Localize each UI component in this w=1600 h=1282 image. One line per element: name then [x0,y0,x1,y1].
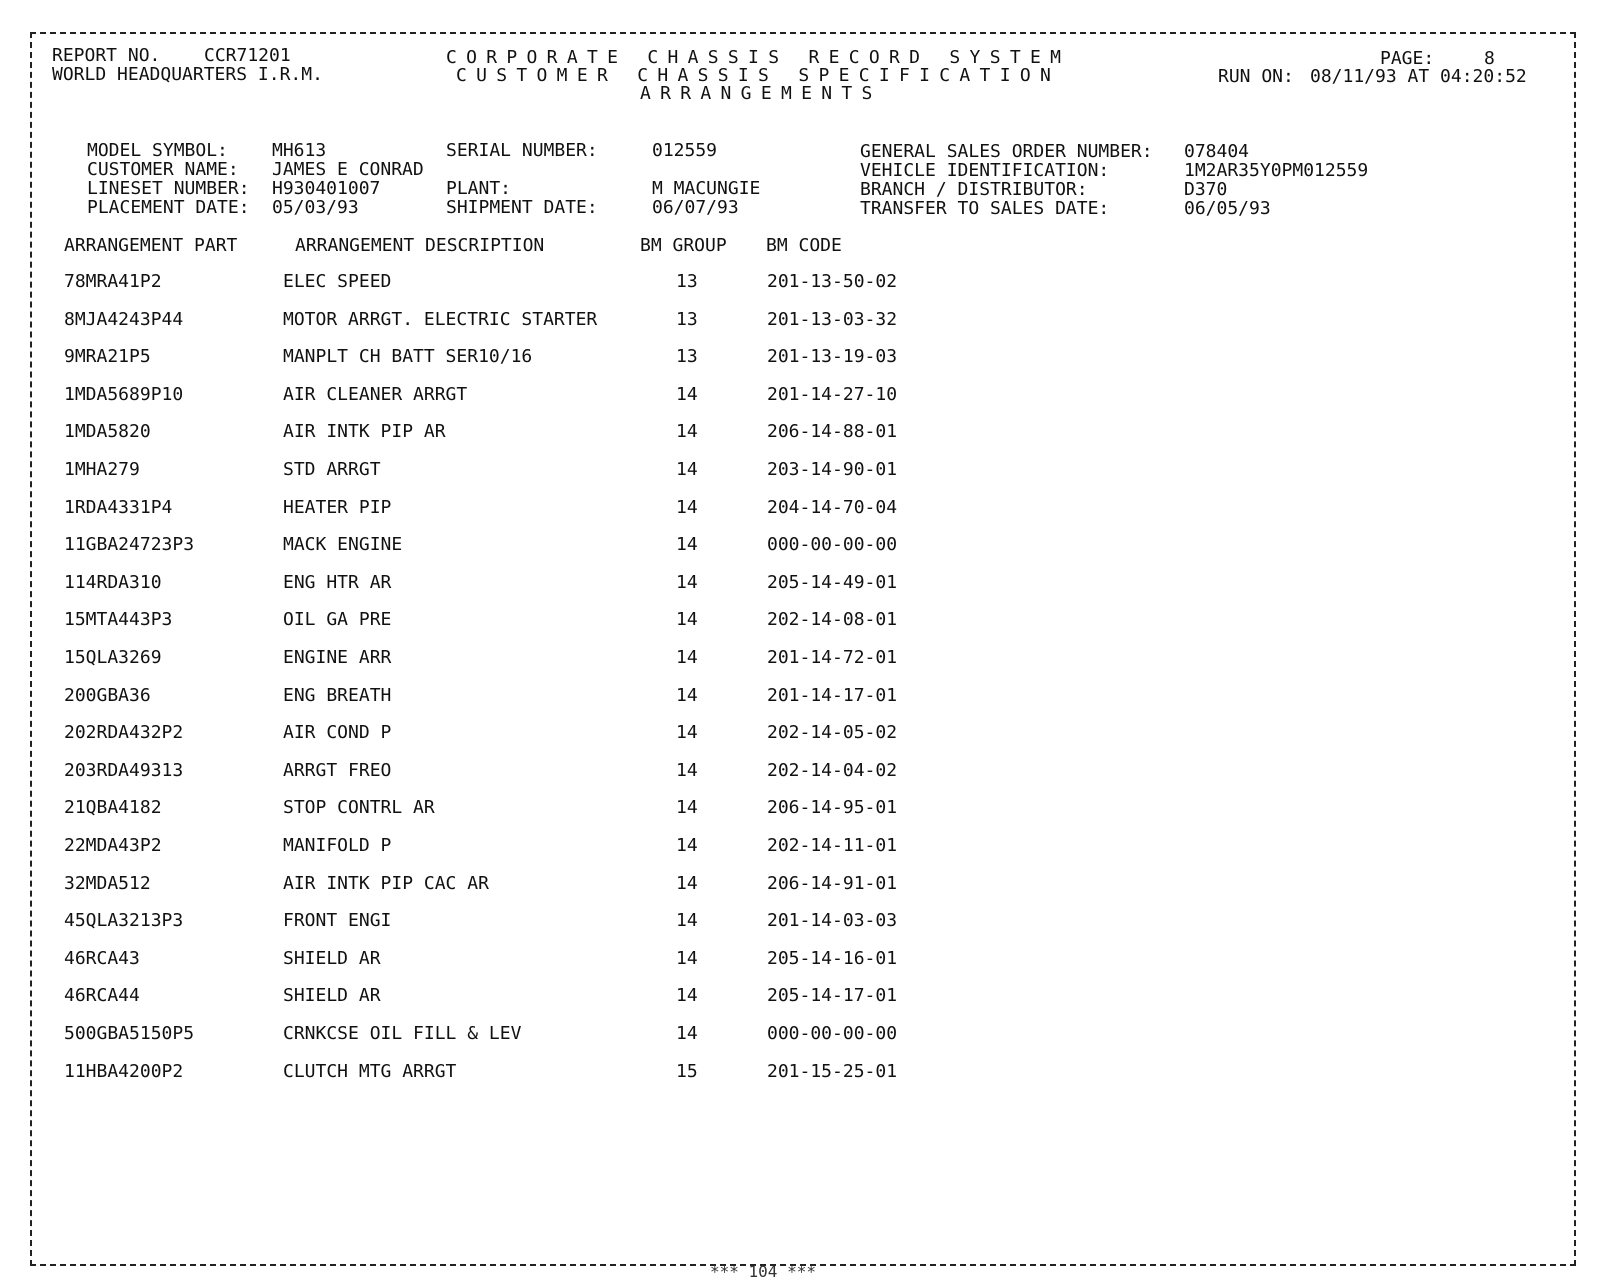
col-header-description: ARRANGEMENT DESCRIPTION [295,235,545,256]
row-part: 32MDA512 [64,872,151,894]
model-symbol-label: MODEL SYMBOL: [87,140,228,161]
row-code: 205-14-49-01 [767,571,898,593]
transfer-date: 06/05/93 [1184,198,1271,219]
row-group: 14 [676,1023,698,1044]
row-part: 45QLA3213P3 [64,910,184,932]
row-description: HEATER PIP [283,496,392,518]
report-number: CCR71201 [204,45,291,66]
row-description: FRONT ENGI [283,910,392,932]
row-code: 201-13-50-02 [767,271,898,292]
row-group: 14 [676,571,698,593]
row-code: 201-13-03-32 [767,308,898,330]
row-code: 202-14-04-02 [767,759,898,781]
placement-date-label: PLACEMENT DATE: [87,197,250,218]
row-code: 201-14-17-01 [767,684,898,706]
row-part: 1RDA4331P4 [64,496,173,518]
row-group: 13 [676,308,698,330]
row-part: 114RDA310 [64,571,162,593]
row-group: 14 [676,459,698,480]
plant-label: PLANT: [446,178,512,199]
vin: 1M2AR35Y0PM012559 [1184,160,1369,181]
col-header-part: ARRANGEMENT PART [64,235,238,256]
row-group: 14 [676,947,698,969]
row-description: ENG BREATH [283,684,392,706]
row-code: 206-14-88-01 [767,421,898,443]
row-part: 21QBA4182 [64,797,162,819]
lineset-number-label: LINESET NUMBER: [87,178,250,199]
col-header-group: BM GROUP [640,235,727,256]
row-code: 206-14-91-01 [767,872,898,894]
row-code: 201-14-72-01 [767,647,898,668]
row-description: AIR CLEANER ARRGT [283,383,468,405]
row-group: 14 [676,534,698,556]
page-label: PAGE: [1380,48,1435,69]
row-group: 14 [676,421,698,443]
row-description: AIR COND P [283,722,392,744]
row-code: 201-15-25-01 [767,1060,898,1082]
row-part: 15MTA443P3 [64,609,173,631]
run-on-label: RUN ON: [1218,66,1294,87]
row-code: 203-14-90-01 [767,459,898,480]
row-description: MANPLT CH BATT SER10/16 [283,346,533,368]
page-footer: *** 104 *** [710,1262,816,1281]
row-group: 14 [676,985,698,1007]
row-part: 203RDA49313 [64,759,184,781]
row-part: 1MHA279 [64,459,140,480]
row-description: SHIELD AR [283,985,381,1007]
row-description: STD ARRGT [283,459,381,480]
row-part: 8MJA4243P44 [64,308,184,330]
row-code: 205-14-16-01 [767,947,898,969]
row-description: CLUTCH MTG ARRGT [283,1060,457,1082]
plant: M MACUNGIE [652,178,761,199]
serial-number-label: SERIAL NUMBER: [446,140,598,161]
transfer-label: TRANSFER TO SALES DATE: [860,198,1110,219]
serial-number: 012559 [652,140,718,161]
row-description: STOP CONTRL AR [283,797,435,819]
lineset-number: H930401007 [272,178,381,199]
row-code: 202-14-08-01 [767,609,898,631]
col-header-code: BM CODE [766,235,842,256]
row-code: 000-00-00-00 [767,534,898,556]
report-number-label: REPORT NO. [52,45,161,66]
branch: D370 [1184,179,1228,200]
row-description: AIR INTK PIP AR [283,421,446,443]
row-group: 13 [676,346,698,368]
row-code: 201-14-27-10 [767,383,898,405]
shipment-date: 06/07/93 [652,197,739,218]
row-code: 205-14-17-01 [767,985,898,1007]
row-group: 14 [676,609,698,631]
row-description: MOTOR ARRGT. ELECTRIC STARTER [283,308,598,330]
row-group: 14 [676,797,698,819]
vin-label: VEHICLE IDENTIFICATION: [860,160,1110,181]
row-description: ELEC SPEED [283,271,392,292]
row-group: 14 [676,910,698,932]
row-code: 202-14-11-01 [767,835,898,856]
customer-name-label: CUSTOMER NAME: [87,159,239,180]
row-group: 14 [676,722,698,744]
row-part: 11HBA4200P2 [64,1060,184,1082]
row-part: 500GBA5150P5 [64,1023,195,1044]
row-description: ENGINE ARR [283,647,392,668]
row-part: 200GBA36 [64,684,151,706]
row-part: 9MRA21P5 [64,346,151,368]
row-group: 14 [676,496,698,518]
customer-name: JAMES E CONRAD [272,159,424,180]
row-code: 204-14-70-04 [767,496,898,518]
report-subtitle-line3: ARRANGEMENTS [640,83,882,104]
row-group: 15 [676,1060,698,1082]
row-description: AIR INTK PIP CAC AR [283,872,489,894]
row-group: 14 [676,383,698,405]
report-title: CORPORATE CHASSIS RECORD SYSTEM [446,47,1071,68]
row-part: 46RCA43 [64,947,140,969]
report-subtitle: CUSTOMER CHASSIS SPECIFICATION [456,65,1061,86]
row-code: 201-13-19-03 [767,346,898,368]
row-group: 14 [676,684,698,706]
row-description: SHIELD AR [283,947,381,969]
run-on-value: 08/11/93 AT 04:20:52 [1310,66,1527,87]
row-group: 14 [676,759,698,781]
row-part: 78MRA41P2 [64,271,162,292]
page-number: 8 [1484,48,1495,69]
row-description: MANIFOLD P [283,835,392,856]
row-description: ARRGT FREO [283,759,392,781]
row-group: 13 [676,271,698,292]
branch-label: BRANCH / DISTRIBUTOR: [860,179,1088,200]
row-group: 14 [676,835,698,856]
model-symbol: MH613 [272,140,327,161]
row-group: 14 [676,647,698,668]
row-part: 1MDA5689P10 [64,383,184,405]
row-part: 46RCA44 [64,985,140,1007]
organization: WORLD HEADQUARTERS I.R.M. [52,64,323,85]
row-group: 14 [676,872,698,894]
row-code: 202-14-05-02 [767,722,898,744]
row-description: MACK ENGINE [283,534,403,556]
row-code: 201-14-03-03 [767,910,898,932]
row-description: CRNKCSE OIL FILL & LEV [283,1023,522,1044]
row-part: 15QLA3269 [64,647,162,668]
placement-date: 05/03/93 [272,197,359,218]
row-part: 11GBA24723P3 [64,534,195,556]
row-code: 000-00-00-00 [767,1023,898,1044]
shipment-date-label: SHIPMENT DATE: [446,197,598,218]
row-part: 202RDA432P2 [64,722,184,744]
row-part: 22MDA43P2 [64,835,162,856]
row-code: 206-14-95-01 [767,797,898,819]
row-description: ENG HTR AR [283,571,392,593]
row-part: 1MDA5820 [64,421,151,443]
row-description: OIL GA PRE [283,609,392,631]
gso-number: 078404 [1184,141,1250,162]
gso-label: GENERAL SALES ORDER NUMBER: [860,141,1153,162]
